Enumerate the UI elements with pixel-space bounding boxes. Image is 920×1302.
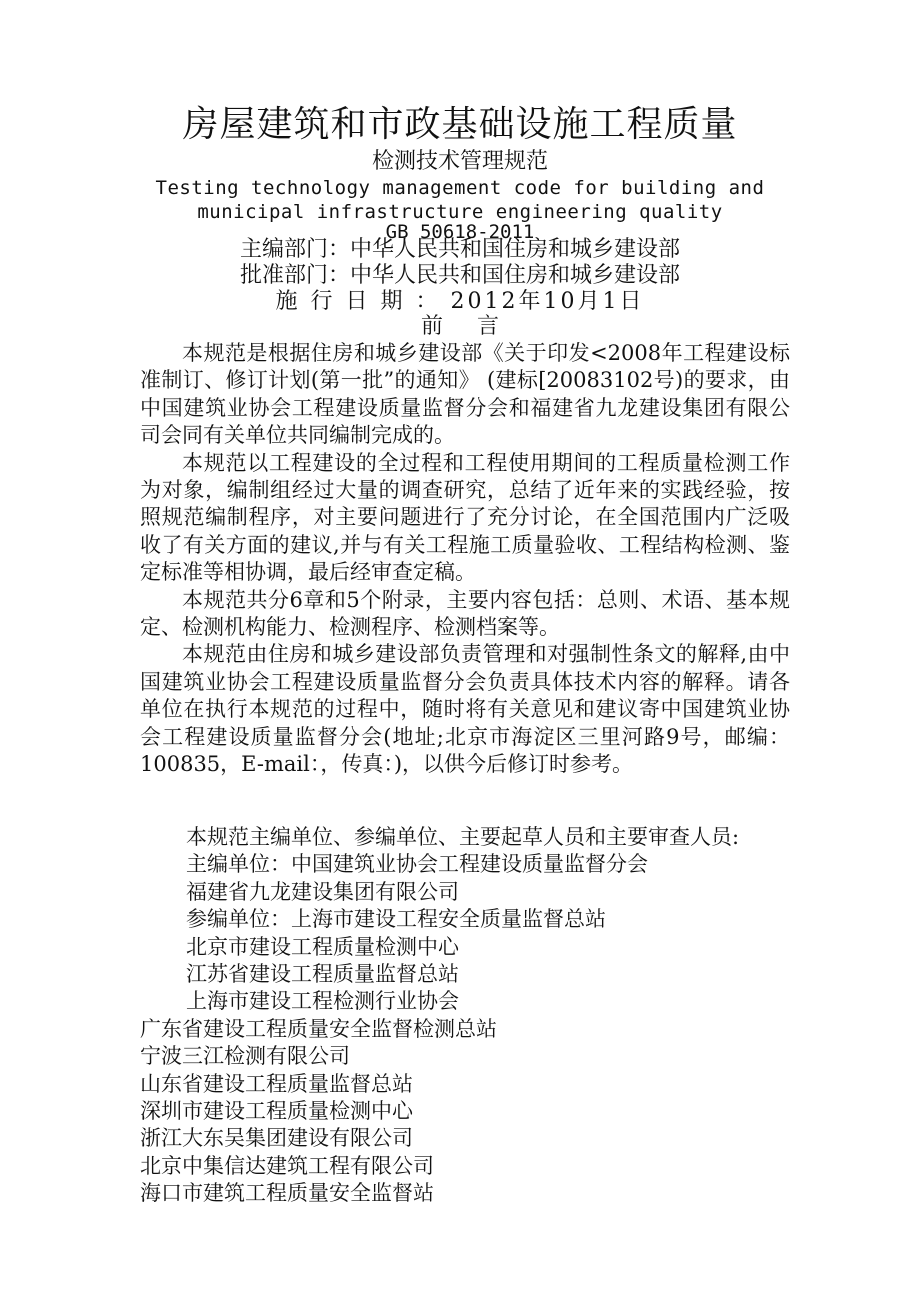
preface-paragraph: 本规范由住房和城乡建设部负责管理和对强制性条文的解释,由中国建筑业协会工程建设质量监督分会负责具体技术内容的解释。请各单位在执行本规范的过程中，随时将有关意见和建议寄中国建筑业协会工程建设质量监督分会(地址;北京市海淀区三里河路9号，邮编：100835，E-mail：，传真：)，以供今后修订时参考。 bbox=[140, 642, 790, 777]
unit-item: 参编单位：上海市建设工程安全质量监督总站 bbox=[186, 907, 606, 932]
english-title-line-2: municipal infrastructure engineering quality bbox=[197, 201, 723, 223]
unit-item: 广东省建设工程质量安全监督检测总站 bbox=[140, 1016, 497, 1041]
unit-item: 上海市建设工程检测行业协会 bbox=[186, 989, 459, 1014]
unit-item: 江苏省建设工程质量监督总站 bbox=[186, 962, 459, 987]
english-title-line-1: Testing technology management code for building and bbox=[155, 177, 765, 199]
unit-item: 山东省建设工程质量监督总站 bbox=[140, 1071, 413, 1096]
unit-item: 宁波三江检测有限公司 bbox=[140, 1044, 350, 1069]
unit-item: 海口市建筑工程质量安全监督站 bbox=[140, 1181, 434, 1206]
units-list bbox=[140, 824, 790, 1208]
preface-paragraph: 本规范共分6章和5个附录，主要内容包括：总则、术语、基本规定、检测机构能力、检测程序、检测档案等。 bbox=[140, 587, 790, 640]
effective-date: 施 行 日 期 ： 2012年10月1日 bbox=[275, 289, 645, 314]
unit-item: 北京市建设工程质量检测中心 bbox=[186, 934, 459, 959]
document-subtitle: 检测技术管理规范 bbox=[371, 149, 548, 174]
unit-item: 主编单位：中国建筑业协会工程建设质量监督分会 bbox=[186, 852, 648, 877]
unit-item: 北京中集信达建筑工程有限公司 bbox=[140, 1153, 434, 1178]
preface-paragraph: 本规范以工程建设的全过程和工程使用期间的工程质量检测工作为对象，编制组经过大量的调查研究，总结了近年来的实践经验，按照规范编制程序，对主要问题进行了充分讨论，在全国范围内广泛吸收了有关方面的建议,并与有关工程施工质量验收、工程结构检测、鉴定标准等相协调，最后经审查定稿。 bbox=[140, 450, 790, 585]
standard-code: GB 50618-2011 bbox=[385, 221, 535, 243]
approval-department: 批准部门：中华人民共和国住房和城乡建设部 bbox=[239, 263, 680, 288]
unit-item: 深圳市建设工程质量检测中心 bbox=[140, 1099, 413, 1124]
preface-paragraph: 本规范是根据住房和城乡建设部《关于印发<2008年工程建设标准制订、修订计划(第一批”的通知》 (建标[20083102号)的要求，由中国建筑业协会工程建设质量监督分会和福建省九龙建设集团有限公司会同有关单位共同编制完成的。 bbox=[140, 341, 790, 448]
preface-body bbox=[140, 340, 790, 779]
unit-item: 福建省九龙建设集团有限公司 bbox=[186, 879, 459, 904]
document-title: 房屋建筑和市政基础设施工程质量 bbox=[182, 104, 738, 145]
units-intro: 本规范主编单位、参编单位、主要起草人员和主要审查人员: bbox=[186, 825, 740, 849]
unit-item: 浙江大东吴集团建设有限公司 bbox=[140, 1126, 413, 1151]
chief-department: 主编部门：中华人民共和国住房和城乡建设部 bbox=[239, 237, 680, 262]
preface-heading: 前言 bbox=[420, 314, 533, 339]
